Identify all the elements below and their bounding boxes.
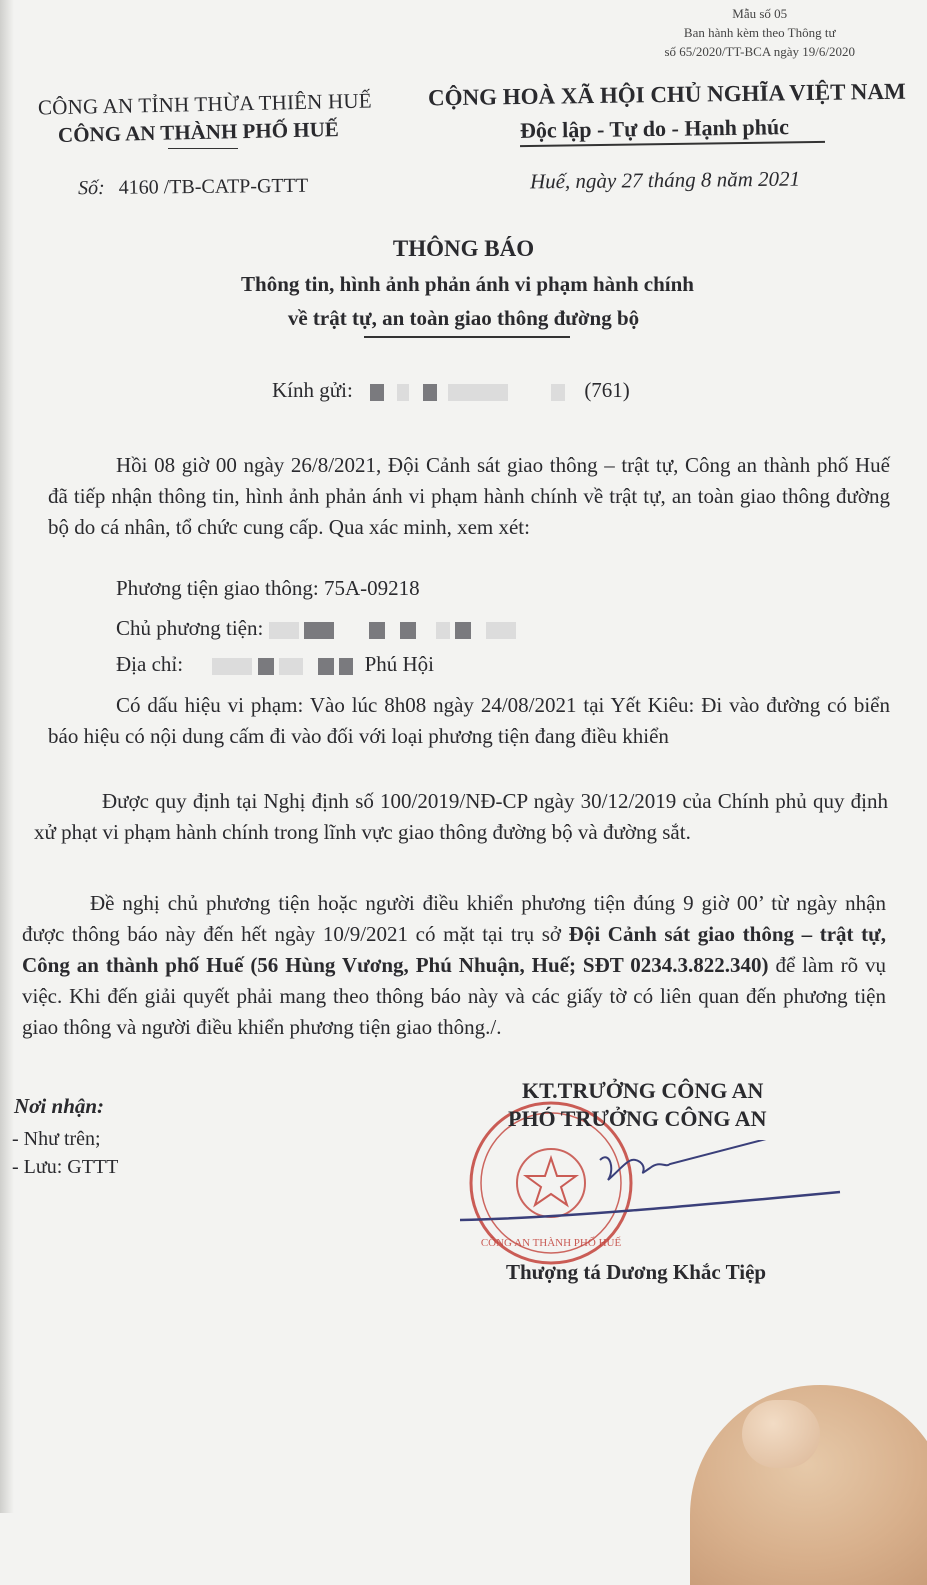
- signature-title-2: PHÓ TRƯỞNG CÔNG AN: [508, 1106, 767, 1131]
- address-label: Địa chỉ:: [116, 652, 184, 676]
- redacted-name: [397, 384, 409, 401]
- country-name: CỘNG HOÀ XÃ HỘI CHỦ NGHĨA VIỆT NAM: [427, 78, 906, 111]
- document-number: 4160 /TB-CATP-GTTT: [118, 174, 309, 199]
- agency-parent: CÔNG AN TỈNH THỪA THIÊN HUẾ: [37, 88, 372, 120]
- vehicle-plate: 75A-09218: [323, 576, 420, 600]
- agency-underline: [168, 148, 238, 149]
- vehicle-line: [116, 576, 420, 601]
- page-edge-shadow: [0, 0, 14, 1513]
- document-subtitle-line1: Thông tin, hình ảnh phản ánh vi phạm hành chính: [241, 272, 694, 296]
- signature-title-1: KT.TRƯỞNG CÔNG AN: [522, 1078, 764, 1103]
- regulation-paragraph: Được quy định tại Nghị định số 100/2019/NĐ-CP ngày 30/12/2019 của Chính phủ quy định xử phạt vi phạm hành chính trong lĩnh vực giao thông đường bộ và đường sắt.: [34, 789, 888, 844]
- seal-text: CÔNG AN THÀNH PHỐ HUẾ: [480, 1237, 622, 1249]
- redacted-owner: [400, 622, 416, 639]
- recipients-title: Nơi nhận:: [14, 1094, 105, 1118]
- recipient-item: - Như trên;: [12, 1128, 101, 1150]
- redacted-owner: [436, 622, 450, 639]
- recipient-code: (761): [584, 378, 630, 402]
- redacted-owner: [455, 622, 471, 639]
- redacted-address: [212, 658, 252, 675]
- signer-name: Thượng tá Dương Khắc Tiệp: [506, 1260, 767, 1284]
- national-motto: Độc lập - Tự do - Hạnh phúc: [519, 114, 790, 143]
- redacted-owner: [369, 622, 385, 639]
- request-text-2: để làm rõ vụ việc. Khi đến giải quyết phải mang theo thông báo này và các giấy tờ có liên quan đến phương tiện giao thông và người điều khiển phương tiện giao thông./.: [22, 953, 886, 1039]
- photo-thumbnail-nail: [742, 1400, 820, 1468]
- vehicle-label: Phương tiện giao thông:: [116, 576, 319, 600]
- form-issued-with: Ban hành kèm theo Thông tư: [683, 25, 836, 40]
- recipient-item: - Lưu: GTTT: [12, 1156, 119, 1178]
- violation-paragraph: Có dấu hiệu vi phạm: Vào lúc 8h08 ngày 24/08/2021 tại Yết Kiêu: Đi vào đường có biển báo hiệu có nội dung cấm đi vào đối với loại phương tiện đang điều khiển: [48, 693, 890, 748]
- address-line: [116, 652, 434, 677]
- document-subtitle-line2: về trật tự, an toàn giao thông đường bộ: [287, 306, 640, 330]
- document-number-line: [78, 175, 308, 200]
- form-number-block: [664, 4, 855, 61]
- handwritten-signature: [440, 1140, 860, 1260]
- recipient-line: [272, 378, 630, 403]
- request-office: Đội Cảnh sát giao thông – trật tự, Công an thành phố Huế (56 Hùng Vương, Phú Nhuận, Huế; SĐT 0234.3.822.340): [22, 922, 887, 977]
- place-date: Huế, ngày 27 tháng 8 năm 2021: [529, 166, 801, 194]
- redacted-address: [279, 658, 303, 675]
- redacted-owner: [304, 622, 334, 639]
- redacted-address: [258, 658, 274, 675]
- address-visible: Phú Hội: [364, 652, 434, 676]
- request-paragraph: [22, 888, 886, 1043]
- intro-paragraph: Hồi 08 giờ 00 ngày 26/8/2021, Đội Cảnh sát giao thông – trật tự, Công an thành phố Huế đã tiếp nhận thông tin, hình ảnh phản ánh vi phạm hành chính về trật tự, an toàn giao thông đường bộ do cá nhân, tổ chức cung cấp. Qua xác minh, xem xét:: [48, 453, 890, 539]
- document-title: THÔNG BÁO: [392, 236, 535, 261]
- request-text-1: Đề nghị chủ phương tiện hoặc người điều khiển phương tiện đúng 9 giờ 00’ từ ngày nhận được thông báo này đến hết ngày 10/9/2021 có mặt tại trụ sở: [22, 891, 886, 946]
- recipient-label: Kính gửi:: [272, 378, 353, 402]
- redacted-address: [318, 658, 334, 675]
- agency-name: CÔNG AN THÀNH PHỐ HUẾ: [57, 117, 340, 147]
- redacted-address: [339, 658, 353, 675]
- redacted-name: [423, 384, 437, 401]
- form-circular: số 65/2020/TT-BCA ngày 19/6/2020: [664, 44, 855, 59]
- redacted-owner: [269, 622, 299, 639]
- owner-label: Chủ phương tiện:: [116, 616, 264, 640]
- document-number-label: Số:: [77, 176, 105, 200]
- redacted-owner: [486, 622, 516, 639]
- owner-line: [116, 616, 516, 641]
- form-number: Mẫu số 05: [732, 6, 788, 21]
- redacted-name: [448, 384, 508, 401]
- redacted-name: [551, 384, 565, 401]
- redacted-name: [370, 384, 384, 401]
- subtitle-underline: [364, 336, 570, 338]
